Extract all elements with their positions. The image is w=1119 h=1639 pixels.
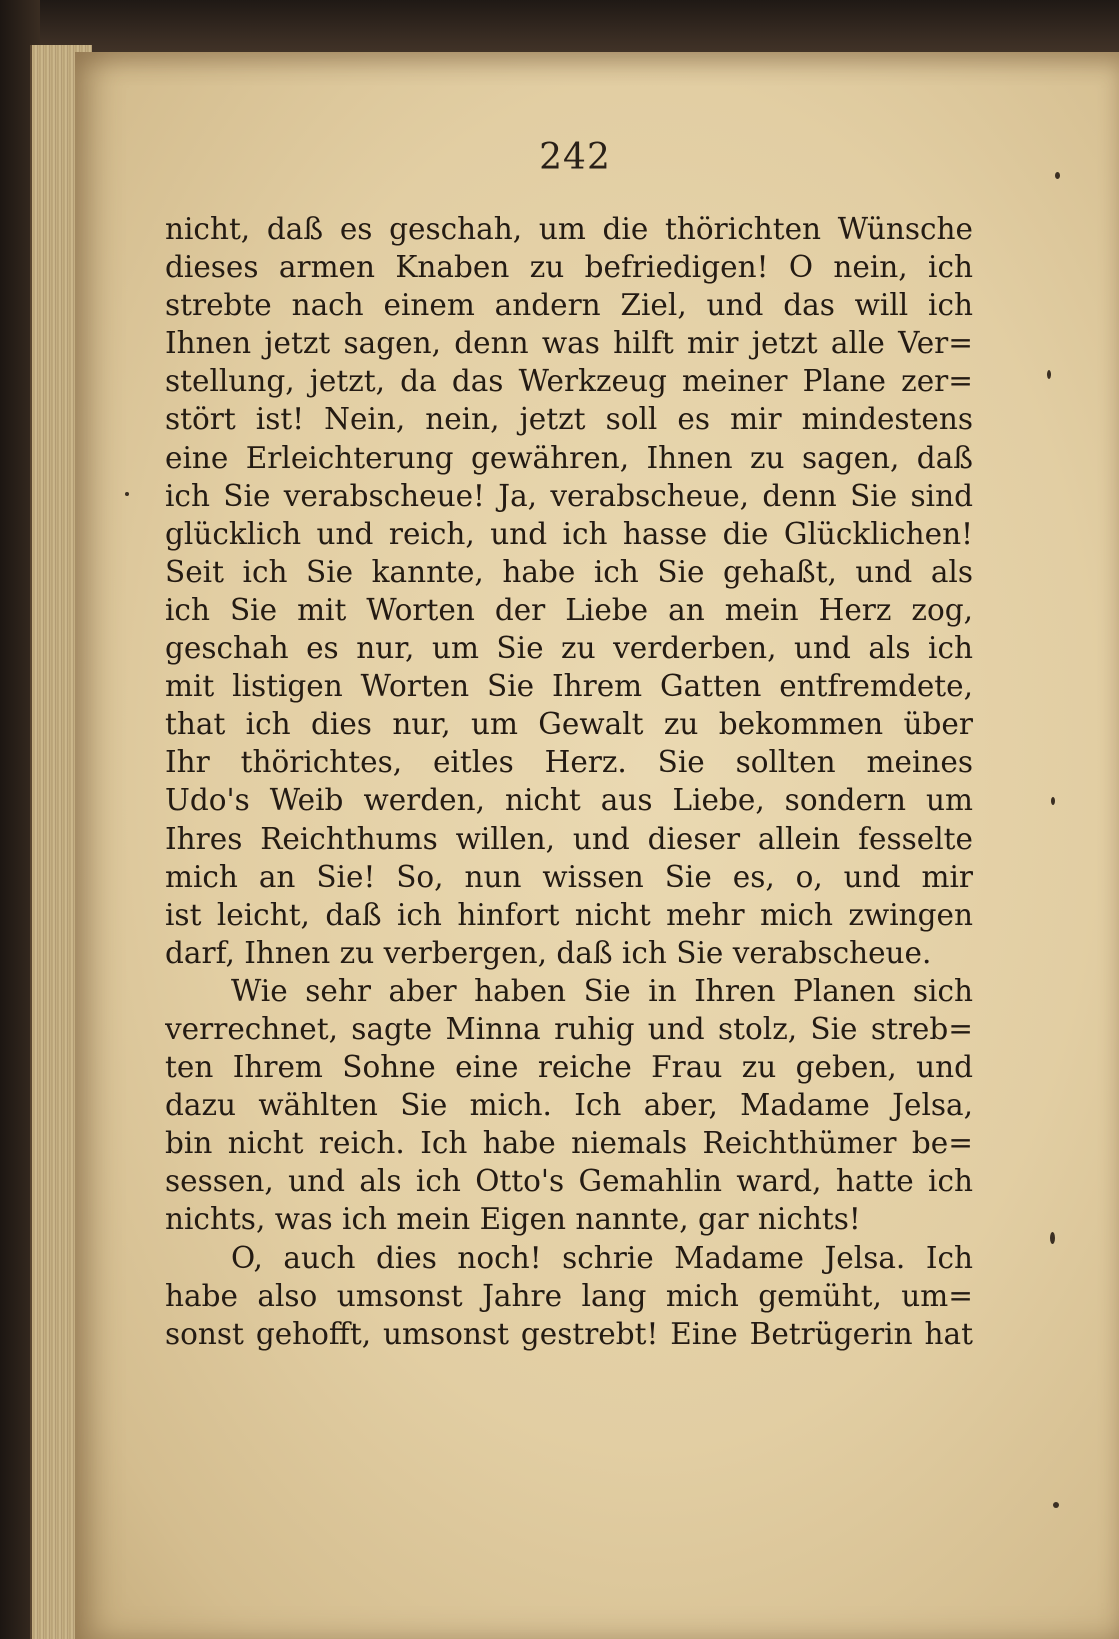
text-line: ich Sie verabscheue! Ja, verabscheue, denn Sie sind [165, 478, 973, 513]
text-line: geschah es nur, um Sie zu verderben, und als ich [165, 631, 973, 666]
text-line: Ihres Reichthums willen, und dieser allein fesselte [165, 821, 973, 856]
text-line: stört ist! Nein, nein, jetzt soll es mir mindestens [165, 402, 973, 437]
text-line: sessen, und als ich Otto's Gemahlin ward, hatte ich [165, 1164, 973, 1199]
text-line: dazu wählten Sie mich. Ich aber, Madame Jelsa, [165, 1088, 973, 1123]
body-text [165, 210, 973, 1353]
text-line: bin nicht reich. Ich habe niemals Reichthümer be= [165, 1126, 973, 1161]
text-line: glücklich und reich, und ich hasse die Glücklichen! [165, 516, 973, 551]
paper-speck [125, 492, 129, 496]
book-page [75, 52, 1119, 1639]
text-line: strebte nach einem andern Ziel, und das will ich [165, 288, 973, 323]
text-line: O, auch dies noch! schrie Madame Jelsa. Ich [231, 1240, 973, 1275]
paper-speck [1050, 1232, 1055, 1244]
text-line: nicht, daß es geschah, um die thörichten Wünsche [165, 212, 973, 246]
text-line: Wie sehr aber haben Sie in Ihren Planen sich [231, 973, 973, 1008]
page-number: 242 [539, 137, 611, 178]
paper-speck [1055, 172, 1060, 179]
text-line: eine Erleichterung gewähren, Ihnen zu sagen, daß [165, 440, 973, 475]
text-line: nichts, was ich mein Eigen nannte, gar nichts! [165, 1202, 861, 1237]
text-line: mit listigen Worten Sie Ihrem Gatten entfremdete, [165, 669, 973, 704]
paper-speck [1051, 797, 1055, 805]
text-line: habe also umsonst Jahre lang mich gemüht, um= [165, 1278, 973, 1313]
paper-speck [1047, 370, 1051, 379]
text-line: dieses armen Knaben zu befriedigen! O nein, ich [165, 250, 973, 285]
text-line: stellung, jetzt, da das Werkzeug meiner Plane zer= [165, 364, 973, 399]
text-line: ten Ihrem Sohne eine reiche Frau zu geben, und [165, 1050, 973, 1085]
text-line: that ich dies nur, um Gewalt zu bekommen über [165, 707, 973, 742]
text-line: darf, Ihnen zu verbergen, daß ich Sie verabscheue. [165, 935, 932, 970]
text-line: Seit ich Sie kannte, habe ich Sie gehaßt, und als [165, 554, 973, 589]
text-line: Ihr thörichtes, eitles Herz. Sie sollten meines [165, 745, 973, 780]
text-line: ist leicht, daß ich hinfort nicht mehr mich zwingen [165, 897, 973, 932]
text-line: Ihnen jetzt sagen, denn was hilft mir jetzt alle Ver= [165, 326, 973, 361]
text-line: sonst gehofft, umsonst gestrebt! Eine Betrügerin hat [165, 1316, 973, 1351]
text-line: Udo's Weib werden, nicht aus Liebe, sondern um [165, 783, 973, 818]
text-line: mich an Sie! So, nun wissen Sie es, o, und mir [165, 859, 973, 894]
text-line: ich Sie mit Worten der Liebe an mein Herz zog, [165, 592, 973, 627]
text-line: verrechnet, sagte Minna ruhig und stolz, Sie streb= [165, 1011, 973, 1046]
paper-speck [1053, 1502, 1059, 1508]
